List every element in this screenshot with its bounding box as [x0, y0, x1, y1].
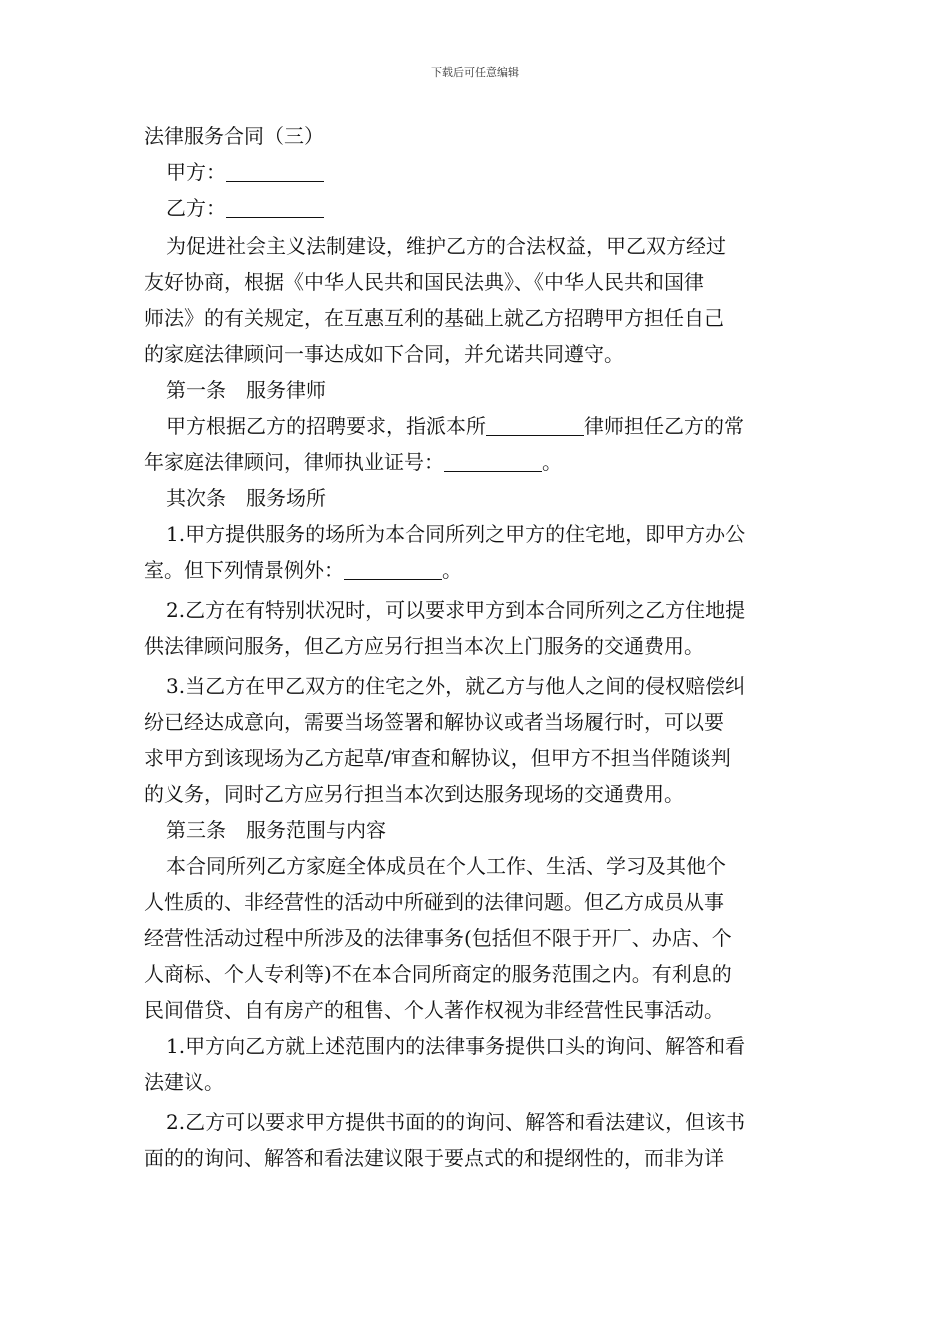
text-segment: 年家庭法律顾问，律师执业证号： [144, 450, 444, 474]
article-1-line [144, 408, 810, 444]
law-firm-blank [486, 415, 584, 436]
document-title: 法律服务合同（三） [144, 124, 324, 148]
article-2-item-1 [144, 516, 810, 588]
article-3-heading: 第三条 服务范围与内容 [166, 818, 386, 842]
article-3-item-1 [144, 1028, 810, 1100]
party-b-blank [226, 197, 324, 218]
party-a-blank [226, 161, 324, 182]
intro-line: 师法》的有关规定，在互惠互利的基础上就乙方招聘甲方担任自己 [144, 306, 724, 330]
article-3-line: 面的的询问、解答和看法建议限于要点式的和提纲性的，而非为详 [144, 1146, 724, 1170]
party-b-line [144, 190, 810, 226]
intro-line: 友好协商，根据《中华人民共和国民法典》、《中华人民共和国律 [144, 270, 704, 294]
text-segment: 甲方根据乙方的招聘要求，指派本所 [166, 414, 486, 438]
article-3-line: 1.甲方向乙方就上述范围内的法律事务提供口头的询问、解答和看 [166, 1034, 746, 1058]
text-segment: 律师担任乙方的常 [584, 414, 744, 438]
text-segment: 。 [542, 450, 562, 474]
intro-line: 的家庭法律顾问一事达成如下合同，并允诺共同遵守。 [144, 342, 624, 366]
article-2-line: 纷已经达成意向，需要当场签署和解协议或者当场履行时，可以要 [144, 710, 724, 734]
party-b-label: 乙方： [166, 196, 226, 220]
article-3-line: 法建议。 [144, 1070, 224, 1094]
article-3-intro [144, 848, 810, 1028]
document-body [144, 118, 810, 1176]
article-3-line: 经营性活动过程中所涉及的法律事务(包括但不限于开厂、办店、个 [144, 926, 732, 950]
article-3-line: 人商标、个人专利等)不在本合同所商定的服务范围之内。有利息的 [144, 962, 732, 986]
article-2-item-3 [144, 668, 810, 812]
article-2-line: 求甲方到该现场为乙方起草/审查和解协议，但甲方不担当伴随谈判 [144, 746, 731, 770]
intro-paragraph [144, 228, 810, 372]
article-2-item-2 [144, 592, 810, 664]
license-number-blank [444, 451, 542, 472]
article-3-item-2 [144, 1104, 810, 1176]
article-3-line: 人性质的、非经营性的活动中所碰到的法律问题。但乙方成员从事 [144, 890, 724, 914]
page-header: 下载后可任意编辑 [431, 66, 519, 79]
text-segment: 室。但下列情景例外： [144, 558, 344, 582]
article-2-line: 供法律顾问服务，但乙方应另行担当本次上门服务的交通费用。 [144, 634, 704, 658]
article-3-line: 2.乙方可以要求甲方提供书面的的询问、解答和看法建议，但该书 [166, 1110, 746, 1134]
exception-blank [344, 559, 442, 580]
article-1-paragraph [144, 408, 810, 480]
article-2-line: 2.乙方在有特别状况时，可以要求甲方到本合同所列之乙方住地提 [166, 598, 746, 622]
party-a-line [144, 154, 810, 190]
intro-line: 为促进社会主义法制建设，维护乙方的合法权益，甲乙双方经过 [166, 234, 726, 258]
article-3-line: 本合同所列乙方家庭全体成员在个人工作、生活、学习及其他个 [166, 854, 726, 878]
text-segment: 。 [442, 558, 462, 582]
article-1-heading: 第一条 服务律师 [166, 378, 326, 402]
article-2-heading: 其次条 服务场所 [166, 486, 326, 510]
party-a-label: 甲方： [166, 160, 226, 184]
article-2-line: 1.甲方提供服务的场所为本合同所列之甲方的住宅地，即甲方办公 [166, 522, 746, 546]
article-2-line: 3.当乙方在甲乙双方的住宅之外，就乙方与他人之间的侵权赔偿纠 [166, 674, 746, 698]
article-1-line [144, 444, 810, 480]
article-2-line: 的义务，同时乙方应另行担当本次到达服务现场的交通费用。 [144, 782, 684, 806]
article-3-line: 民间借贷、自有房产的租售、个人著作权视为非经营性民事活动。 [144, 998, 724, 1022]
article-2-line [144, 552, 810, 588]
